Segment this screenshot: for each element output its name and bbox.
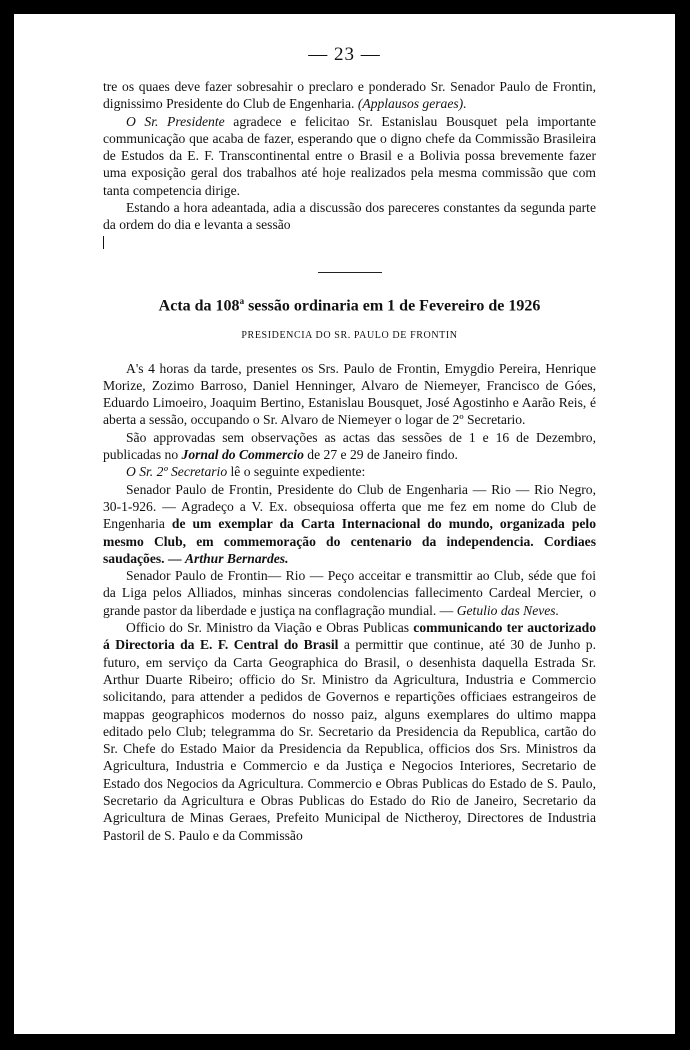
secretary-lead: O Sr. 2º Secretario bbox=[126, 464, 228, 480]
secretary-text: lê o seguinte expediente: bbox=[230, 464, 366, 480]
approval-paragraph bbox=[103, 429, 596, 464]
applause-note: (Applausos geraes). bbox=[357, 96, 467, 112]
minutes-title-rest: sessão ordinaria em 1 de Fevereiro de 1926 bbox=[248, 297, 541, 315]
officio-text-b: a permittir que continue, até 30 de Junho p. futuro, em serviço da Carta Geographica do Brasil, o desenhista daquella Estrada Sr. Arthur Duarte Ribeiro; officio do Sr. Ministro da Agricultura, Industria e Commercio solicitando, para attender a pedidos de Governos e repartições officiaes estrangeiros de mappas geographicos modernos do nosso paiz, alguns exemplares do ultimo mappa editado pelo Club; telegramma do Sr. Secretario da Presidencia da Republica, cartão do Sr. Chefe do Estado Maior da Presidencia da Republica, officios dos Srs. Ministros da Agricultura, Industria e Commercio e da Justiça e Negocios Interiores, Secretario de Estado dos Negocios da Agricultura. Commercio e Obras Publicas do Estado de S. Paulo, Secretario da Agricultura e Obras Publicas do Estado do Rio de Janeiro, Secretario da Agricultura de Minas Geraes, Prefeito Municipal de Nictheroy, Directores de Industria Pastoril de S. Paulo e da Commissão bbox=[103, 637, 597, 843]
continuation-text: tre os quaes deve fazer sobresahir o preclaro e ponderado Sr. Senador Paulo de Frontin, dignissimo Presidente do Club de Engenharia. bbox=[103, 79, 596, 112]
text-cursor-mark bbox=[103, 236, 104, 249]
closing-text: Estando a hora adeantada, adia a discussão dos pareceres constantes da segunda parte da ordem do dia e levanta a sessão bbox=[103, 200, 596, 233]
page-number: — 23 — bbox=[308, 44, 381, 65]
officio-bold-text: communicando ter auctorizado á Directoria da E. F. Central do Brasil bbox=[103, 620, 596, 653]
closing-paragraph bbox=[103, 199, 596, 234]
document-page bbox=[14, 14, 675, 1034]
president-text: agradece e felicitao Sr. Estanislau Bousquet pela importante communicação que acaba de fazer, esperando que o digno chefe da Commissão Brasileira de Estudos da E. F. Transcontinental entre o Brasil e a Bolivia possa brevemente fazer uma exposição geral dos trabalhos até hoje realizados pela mesma commissão que com tanta competencia dirige. bbox=[103, 113, 596, 198]
officio-paragraph bbox=[103, 619, 596, 844]
minutes-title bbox=[103, 291, 596, 316]
telegram-bernardes bbox=[103, 481, 596, 567]
telegram2-signature: Getulio das Neves. bbox=[456, 602, 559, 618]
body-text bbox=[103, 78, 596, 844]
telegram1-bold-text: de um exemplar da Carta Internacional do mundo, organizada pelo mesmo Club, em commemoração do centenario da independencia. Cordiaes saudações. — bbox=[103, 516, 596, 566]
approval-text-b: de 27 e 29 de Janeiro findo. bbox=[307, 447, 458, 463]
officio-text-a: Officio do Sr. Ministro da Viação e Obras Publicas bbox=[126, 620, 410, 636]
journal-name: Jornal do Commercio bbox=[181, 447, 304, 463]
telegram1-signature: Arthur Bernardes. bbox=[184, 550, 289, 566]
section-divider bbox=[318, 272, 382, 273]
secretary-paragraph bbox=[103, 463, 596, 480]
minutes-title-number: Acta da 108 bbox=[158, 297, 240, 315]
telegram1-text: Senador Paulo de Frontin, Presidente do Club de Engenharia — Rio — Rio Negro, 30-1-926. — Agradeço a V. Ex. obsequiosa offerta que me fez em nome do Club de Engenharia bbox=[103, 481, 596, 532]
telegram-neves bbox=[103, 567, 596, 619]
minutes-title-ordinal: a bbox=[239, 295, 245, 306]
president-lead: O Sr. Presidente bbox=[126, 113, 225, 129]
presidency-line: PRESIDENCIA DO SR. PAULO DE FRONTIN bbox=[241, 330, 458, 342]
approval-text-a: São approvadas sem observações as actas das sessões de 1 e 16 de Dezembro, publicadas no bbox=[103, 429, 596, 463]
continuation-paragraph bbox=[103, 78, 596, 113]
opening-paragraph bbox=[103, 360, 596, 429]
president-paragraph bbox=[103, 113, 596, 199]
opening-text: A's 4 horas da tarde, presentes os Srs. Paulo de Frontin, Emygdio Pereira, Henrique Morize, Zozimo Barroso, Daniel Henninger, Alvaro de Niemeyer, Francisco de Góes, Eduardo Limoeiro, Joaquim Bertino, Estanislau Bousquet, José Agostinho e Aarão Reis, é aberta a sessão, occupando o Sr. Alvaro de Niemeyer o logar de 2º Secretario. bbox=[103, 360, 596, 428]
telegram2-text: Senador Paulo de Frontin— Rio — Peço acceitar e transmittir ao Club, séde que foi da Liga pelos Alliados, minhas sinceras condolencias fallecimento Cardeal Mercier, o grande pastor da liberdade e justiça na conflagração mundial. — bbox=[103, 568, 596, 618]
text-cursor-line bbox=[103, 234, 596, 251]
